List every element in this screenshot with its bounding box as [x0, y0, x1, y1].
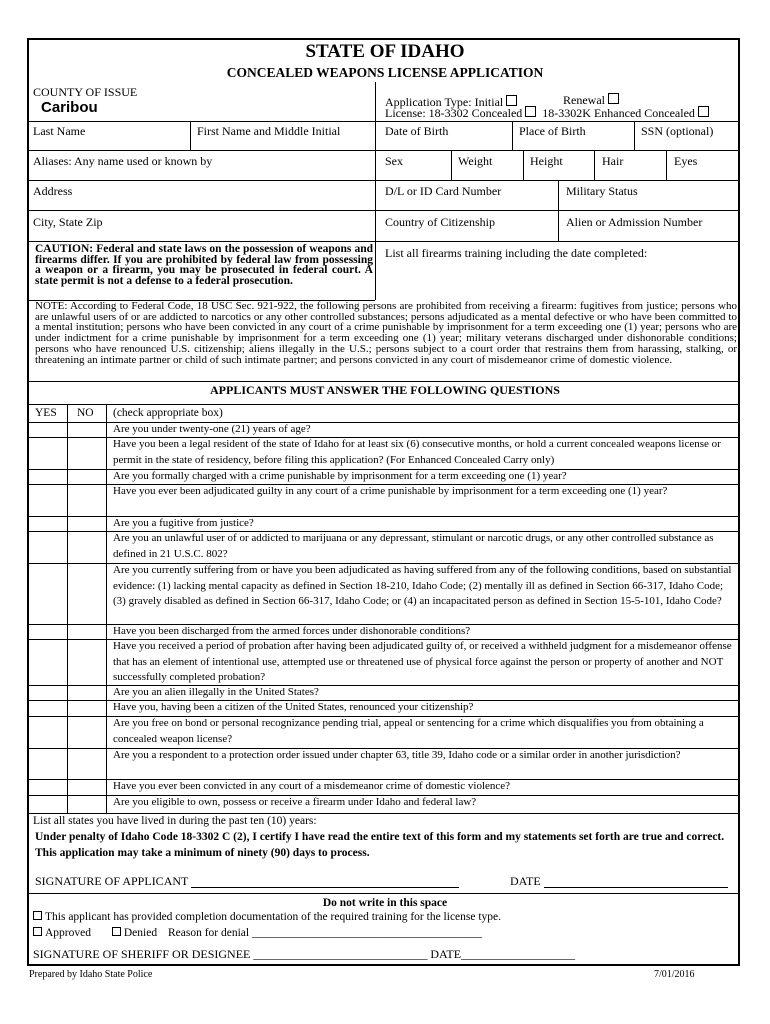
enhanced-checkbox[interactable] — [698, 106, 709, 117]
sheriff-label: SIGNATURE OF SHERIFF OR DESIGNEE — [33, 947, 251, 961]
denied-label: Denied — [123, 927, 158, 939]
yes-answer-cell[interactable] — [28, 796, 66, 813]
signature-row — [35, 875, 459, 888]
rule — [27, 210, 740, 211]
rule — [27, 404, 740, 405]
training-check-row — [33, 911, 501, 924]
rule — [106, 404, 107, 814]
renewal-label: Renewal — [563, 93, 605, 107]
rule — [375, 82, 376, 300]
rule — [558, 180, 559, 241]
application-type-label: Application Type: — [385, 95, 472, 109]
no-answer-cell[interactable] — [68, 686, 105, 700]
office-heading: Do not write in this space — [322, 897, 448, 909]
sheriff-line[interactable]: _____________________________ — [253, 947, 428, 961]
footer-date: 7/01/2016 — [654, 969, 695, 980]
sex-field[interactable]: Sex — [385, 154, 403, 168]
weight-field[interactable]: Weight — [458, 154, 493, 168]
no-answer-cell[interactable] — [68, 625, 105, 639]
denied-checkbox[interactable] — [112, 927, 121, 936]
approved-label: Approved — [45, 927, 91, 939]
no-answer-cell[interactable] — [68, 485, 105, 516]
initial-label: Initial — [474, 95, 504, 109]
no-answer-cell[interactable] — [68, 532, 105, 563]
yes-answer-cell[interactable] — [28, 780, 66, 795]
date-row — [510, 875, 728, 888]
question-text: Have you been a legal resident of the state of Idaho for at least six (6) consecutive months, or hold a current concealed weapons license or permit in the state of residency, before filing this application? (For Enhanced Concealed Carry only) — [113, 438, 721, 466]
question-text: Are you a respondent to a protection order issued under chapter 63, title 39, Idaho code or a similar order in another jurisdiction? — [113, 749, 681, 761]
no-answer-cell[interactable] — [68, 564, 105, 624]
states-field[interactable]: List all states you have lived in during the past ten (10) years: — [33, 815, 317, 827]
concealed-checkbox[interactable] — [525, 106, 536, 117]
aliases-field[interactable]: Aliases: Any name used or known by — [33, 154, 213, 168]
yes-answer-cell[interactable] — [28, 564, 66, 624]
reason-label: Reason for denial — [167, 927, 250, 939]
no-answer-cell[interactable] — [68, 470, 105, 484]
first-name-field[interactable]: First Name and Middle Initial — [197, 124, 341, 138]
dl-field[interactable]: D/L or ID Card Number — [385, 184, 502, 198]
question-text: Are you free on bond or personal recognizance pending trial, appeal or sentencing for a crime which disqualifies you from obtaining a concealed weapon license? — [113, 717, 704, 745]
yes-answer-cell[interactable] — [28, 686, 66, 700]
county-label: COUNTY OF ISSUE — [33, 85, 138, 99]
page-title: STATE OF IDAHO — [305, 41, 465, 62]
rule — [634, 121, 635, 150]
initial-checkbox[interactable] — [506, 95, 517, 106]
military-field[interactable]: Military Status — [566, 184, 638, 198]
enhanced-label: 18-3302K Enhanced Concealed — [542, 106, 695, 120]
last-name-field[interactable]: Last Name — [33, 124, 86, 138]
questions-heading: APPLICANTS MUST ANSWER THE FOLLOWING QUESTIONS — [210, 383, 560, 397]
rule — [27, 180, 740, 181]
rule — [27, 893, 740, 894]
sheriff-row — [33, 948, 575, 961]
rule — [27, 381, 740, 382]
question-text: Are you currently suffering from or have you been adjudicated as having suffered from any of the following conditions, based on substantial evidence: (1) lacking mental capacity as defined in Section 18-210, Idaho Code; (2) mentally ill as defined in Section 66-317, Idaho Code; (3) gravely disabled as defined in Section 66-317, Idaho Code; or (4) an incapacitated person as defined in Section 15-5-101, Idaho Code? — [113, 564, 732, 607]
no-answer-cell[interactable] — [68, 438, 105, 469]
height-field[interactable]: Height — [530, 154, 563, 168]
no-answer-cell[interactable] — [68, 423, 105, 437]
yes-answer-cell[interactable] — [28, 438, 66, 469]
no-answer-cell[interactable] — [68, 749, 105, 779]
license-type-row — [385, 106, 709, 120]
yes-answer-cell[interactable] — [28, 532, 66, 563]
question-text: Are you under twenty-one (21) years of age? — [113, 423, 311, 435]
question-text: Have you been discharged from the armed forces under dishonorable conditions? — [113, 625, 471, 637]
eyes-field[interactable]: Eyes — [674, 154, 698, 168]
question-text: Are you an alien illegally in the United States? — [113, 686, 319, 698]
signature-label: SIGNATURE OF APPLICANT — [35, 874, 189, 888]
rule — [27, 241, 740, 242]
no-column-header: NO — [77, 407, 94, 419]
question-text: Are you eligible to own, possess or receive a firearm under Idaho and federal law? — [113, 796, 477, 808]
date-line[interactable] — [544, 887, 728, 888]
no-answer-cell[interactable] — [68, 517, 105, 531]
yes-answer-cell[interactable] — [28, 517, 66, 531]
no-answer-cell[interactable] — [68, 701, 105, 716]
rule — [666, 150, 667, 180]
yes-column-header: YES — [35, 407, 57, 419]
question-text: Are you formally charged with a crime punishable by imprisonment for a term exceeding one (1) year? — [113, 470, 567, 482]
question-text: Have you, having been a citizen of the United States, renounced your citizenship? — [113, 701, 474, 713]
rule — [594, 150, 595, 180]
yes-answer-cell[interactable] — [28, 470, 66, 484]
citizenship-field[interactable]: Country of Citizenship — [385, 215, 495, 229]
rule — [451, 150, 452, 180]
county-value[interactable]: Caribou — [41, 99, 98, 116]
reason-line[interactable]: ________________________________________ — [251, 927, 482, 939]
concealed-label: License: 18-3302 Concealed — [385, 106, 523, 120]
no-answer-cell[interactable] — [68, 780, 105, 795]
no-answer-cell[interactable] — [68, 796, 105, 813]
yes-answer-cell[interactable] — [28, 749, 66, 779]
pob-field[interactable]: Place of Birth — [519, 124, 586, 138]
no-answer-cell[interactable] — [68, 717, 105, 748]
date-label: DATE — [510, 874, 541, 888]
alien-field[interactable]: Alien or Admission Number — [566, 215, 703, 229]
ssn-field[interactable]: SSN (optional) — [641, 124, 714, 138]
question-text: Are you an unlawful user of or addicted to marijuana or any depressant, stimulant or narcotic drugs, or any other controlled substance as defined in 21 U.S.C. 802? — [113, 532, 714, 560]
rule — [190, 121, 191, 150]
signature-line[interactable] — [191, 887, 459, 888]
training-check-label: This applicant has provided completion documentation of the required training for the license type. — [45, 911, 502, 923]
decision-row — [33, 927, 482, 940]
question-text: Have you ever been convicted in any court of a misdemeanor crime of domestic violence? — [113, 780, 511, 792]
yes-answer-cell[interactable] — [28, 485, 66, 516]
rule — [27, 150, 740, 151]
sheriff-date-line[interactable]: ___________________ — [461, 947, 576, 961]
question-text: Are you a fugitive from justice? — [113, 517, 254, 529]
training-field[interactable]: List all firearms training including the date completed: — [385, 246, 648, 260]
approved-checkbox[interactable] — [33, 927, 42, 936]
yes-answer-cell[interactable] — [28, 701, 66, 716]
training-checkbox[interactable] — [33, 911, 42, 920]
yes-answer-cell[interactable] — [28, 640, 66, 685]
rule — [27, 813, 740, 814]
check-note: (check appropriate box) — [113, 407, 223, 419]
renewal-checkbox[interactable] — [608, 93, 619, 104]
certification-text: Under penalty of Idaho Code 18-3302 C (2), I certify I have read the entire text of this form and my statements set forth are true and correct. This application may take a minimum of ninety (90) days to process. — [35, 831, 725, 859]
caution-text: CAUTION: Federal and state laws on the possession of weapons and firearms differ. If you are prohibited by federal law from possessing a weapon or a firearm, you may be prosecuted in federal court. A state permit is not a defense to a federal prosecution. — [35, 243, 373, 287]
renewal-row — [563, 93, 619, 107]
rule — [523, 150, 524, 180]
yes-answer-cell[interactable] — [28, 625, 66, 639]
sheriff-date-label: DATE — [430, 947, 462, 961]
question-text: Have you ever been adjudicated guilty in any court of a crime punishable by imprisonment for a term exceeding one (1) year? — [113, 485, 668, 497]
federal-note: NOTE: According to Federal Code, 18 USC Sec. 921-922, the following persons are prohibited from receiving a firearm: fugitives from justice; persons who are unlawful users of or are addicted to narcotics or any other controlled substances; persons adjudicated as a mental defective or who have been committed to a mental institution; persons who have been convicted in any court of a crime punishable by imprisonment for a term exceeding one (1) year; persons who are under indictment for a crime punishable by imprisonment for a term exceeding one (1) year; military veterans discharged under dishonorable conditions; persons who have renounced U.S. citizenship; aliens illegally in the U.S.; persons subject to a court order that restrains them from harassing, stalking, or threatening an intimate partner or child of such intimate partner; and persons convicted in any court of misdemeanor crime of domestic violence. — [35, 300, 737, 366]
city-field[interactable]: City, State Zip — [33, 215, 103, 229]
address-field[interactable]: Address — [33, 184, 73, 198]
dob-field[interactable]: Date of Birth — [385, 124, 449, 138]
yes-answer-cell[interactable] — [28, 717, 66, 748]
yes-answer-cell[interactable] — [28, 423, 66, 437]
question-text: Have you received a period of probation after having been adjudicated guilty of, or received a withheld judgment for a misdemeanor offense that has an element of intentional use, attempted use or threatened use of physical force against the person or property of another and NOT successfully completed probation? — [113, 640, 732, 683]
hair-field[interactable]: Hair — [602, 154, 624, 168]
footer-prepared-by: Prepared by Idaho State Police — [29, 969, 153, 980]
no-answer-cell[interactable] — [68, 640, 105, 685]
rule — [512, 121, 513, 150]
form-subtitle: CONCEALED WEAPONS LICENSE APPLICATION — [226, 65, 544, 80]
